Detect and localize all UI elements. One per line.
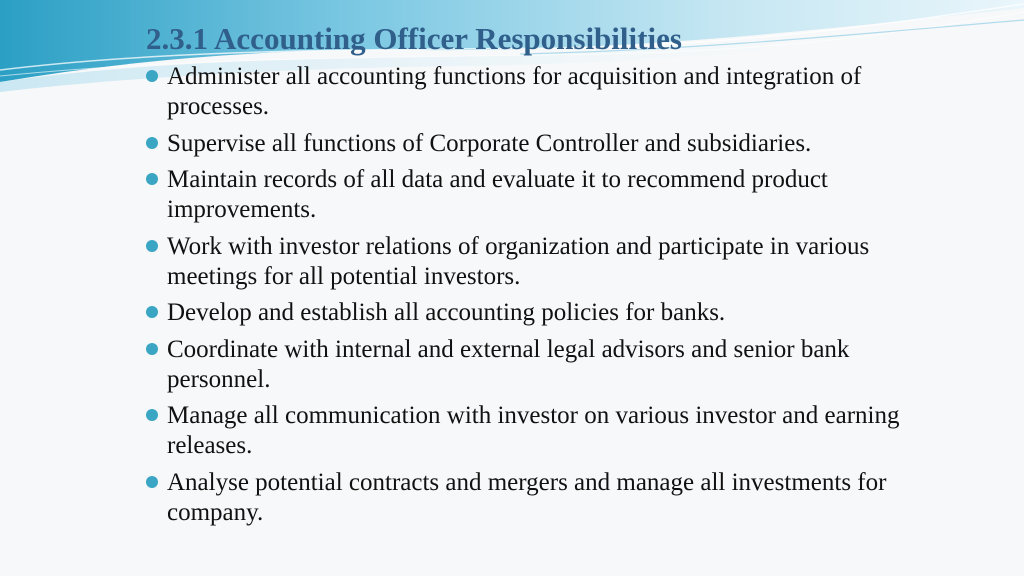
bullet-item <box>146 298 936 328</box>
bullet-text: Manage all communication with investor on various investor and earning releases. <box>167 402 900 459</box>
bullet-list <box>146 62 936 534</box>
bullet-item <box>146 335 936 395</box>
bullet-dot-icon <box>146 306 158 318</box>
slide-title: 2.3.1 Accounting Officer Responsibilities <box>146 21 682 56</box>
bullet-text: Work with investor relations of organization and participate in various meetings for all potential investors. <box>167 232 870 290</box>
bullet-text: Develop and establish all accounting policies for banks. <box>167 299 726 326</box>
bullet-item <box>146 165 936 225</box>
bullet-item <box>146 129 936 159</box>
bullet-item <box>146 401 936 461</box>
bullet-text: Supervise all functions of Corporate Controller and subsidiaries. <box>167 129 812 157</box>
bullet-dot-icon <box>146 409 158 421</box>
bullet-item <box>146 62 936 122</box>
bullet-dot-icon <box>146 137 158 149</box>
bullet-text: Administer all accounting functions for acquisition and integration of processes. <box>167 63 862 120</box>
bullet-text: Coordinate with internal and external legal advisors and senior bank personnel. <box>167 335 850 393</box>
bullet-text: Analyse potential contracts and mergers and manage all investments for company. <box>167 468 887 526</box>
bullet-text: Maintain records of all data and evaluate it to recommend product improvements. <box>167 166 828 223</box>
bullet-dot-icon <box>146 240 158 252</box>
bullet-dot-icon <box>146 343 158 355</box>
bullet-item <box>146 468 936 528</box>
bullet-dot-icon <box>146 70 158 82</box>
bullet-dot-icon <box>146 476 158 488</box>
bullet-item <box>146 232 936 292</box>
bullet-dot-icon <box>146 173 158 185</box>
